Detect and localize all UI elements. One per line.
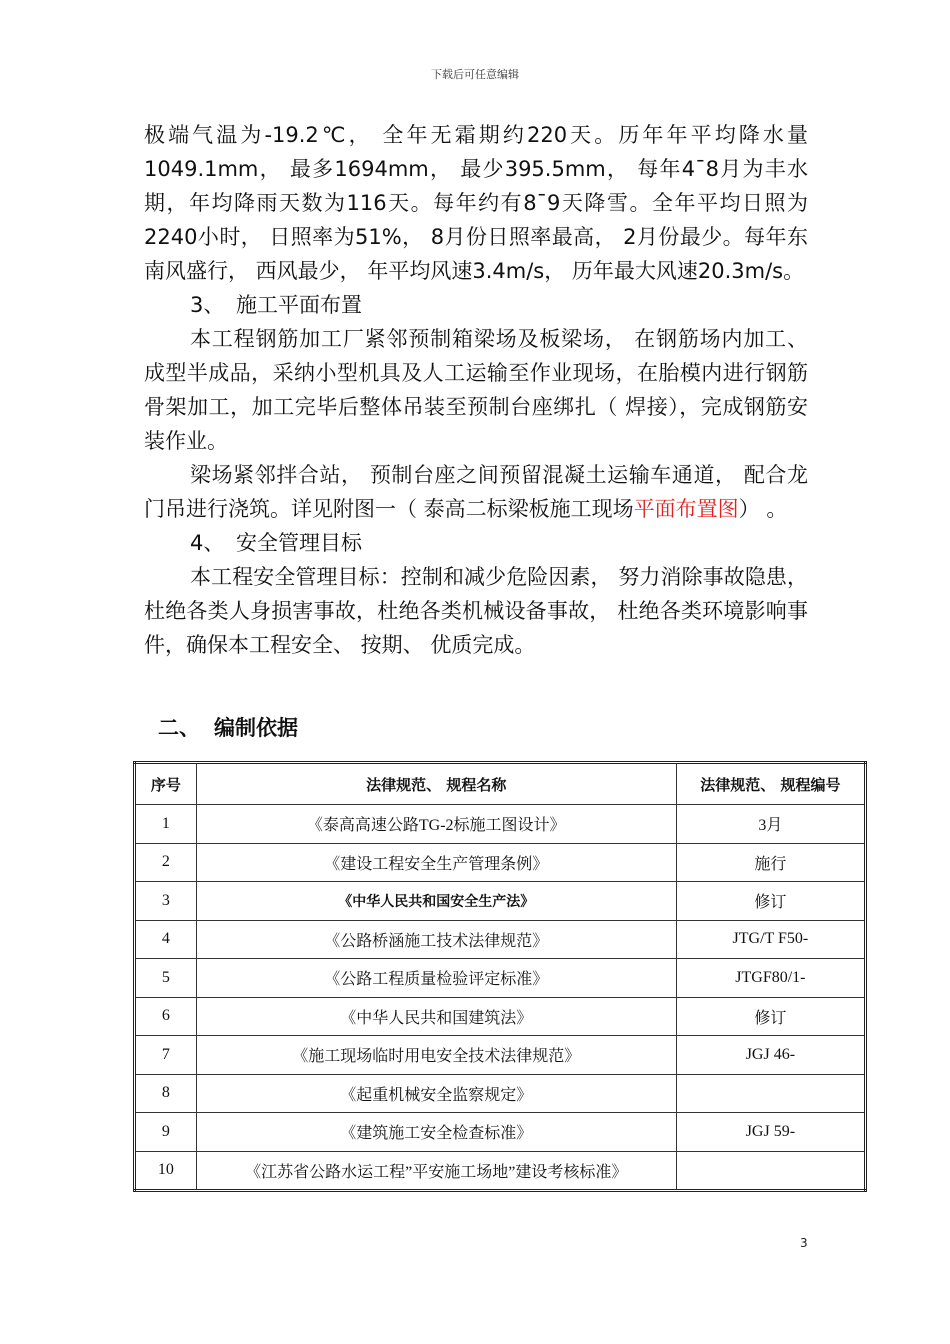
header-name: 法律规范、 规程名称 [196, 763, 676, 805]
cell-name: 《中华人民共和国建筑法》 [196, 997, 676, 1036]
cell-name: 《公路桥涵施工技术法律规范》 [196, 920, 676, 959]
section-number: 二、 [158, 716, 200, 740]
cell-no: 7 [135, 1036, 197, 1075]
cell-name: 《江苏省公路水运工程”平安施工场地”建设考核标准》 [196, 1151, 676, 1191]
cell-no: 3 [135, 882, 197, 921]
cell-no: 10 [135, 1151, 197, 1191]
cell-no: 6 [135, 997, 197, 1036]
cell-code: 施行 [676, 843, 865, 882]
cell-code: JGJ 59- [676, 1113, 865, 1152]
cell-code: JTG/T F50- [676, 920, 865, 959]
layout-figure-link: 平面布置图 [633, 497, 739, 521]
cell-code: JGJ 46- [676, 1036, 865, 1075]
table-row [135, 997, 866, 1036]
cell-name: 《中华人民共和国安全生产法》 [196, 882, 676, 921]
cell-code [676, 1074, 865, 1113]
table-row [135, 805, 866, 844]
cell-code: 修订 [676, 997, 865, 1036]
cell-code: 修订 [676, 882, 865, 921]
section-title-text: 编制依据 [214, 716, 298, 740]
cell-name: 《起重机械安全监察规定》 [196, 1074, 676, 1113]
table-row [135, 1151, 866, 1191]
cell-name: 《建设工程安全生产管理条例》 [196, 843, 676, 882]
cell-name: 《施工现场临时用电安全技术法律规范》 [196, 1036, 676, 1075]
cell-no: 1 [135, 805, 197, 844]
heading-text: 安全管理目标 [236, 531, 362, 555]
table-row [135, 1036, 866, 1075]
heading-safety-goal [144, 526, 808, 560]
heading-number: 4、 [190, 531, 225, 555]
regulations-table [133, 761, 867, 1192]
page-number: 3 [800, 1236, 808, 1250]
table-row [135, 882, 866, 921]
cell-code [676, 1151, 865, 1191]
table-row [135, 920, 866, 959]
cell-no: 2 [135, 843, 197, 882]
cell-no: 4 [135, 920, 197, 959]
layout-paragraph-1: 本工程钢筋加工厂紧邻预制箱梁场及板梁场， 在钢筋场内加工、 成型半成品，采纳小型机具及人工运输至作业现场，在胎模内进行钢筋骨架加工，加工完毕后整体吊装至预制台座绑扎（ 焊接），完成钢筋安装作业。 [144, 327, 808, 453]
header-no: 序号 [135, 763, 197, 805]
cell-name: 《建筑施工安全检查标准》 [196, 1113, 676, 1152]
cell-code: JTGF80/1- [676, 959, 865, 998]
table-row [135, 1074, 866, 1113]
body-text [144, 118, 808, 662]
header-code: 法律规范、 规程编号 [676, 763, 865, 805]
cell-name: 《公路工程质量检验评定标准》 [196, 959, 676, 998]
table-row [135, 843, 866, 882]
cell-no: 5 [135, 959, 197, 998]
layout-text-end: ） 。 [738, 497, 788, 521]
table-header-row [135, 763, 866, 805]
table-row [135, 1113, 866, 1152]
cell-code: 3月 [676, 805, 865, 844]
cell-no: 8 [135, 1074, 197, 1113]
section-title [158, 712, 298, 742]
table-row [135, 959, 866, 998]
heading-construction-layout [144, 288, 808, 322]
heading-text: 施工平面布置 [236, 293, 362, 317]
layout-text: 梁场紧邻拌合站， 预制台座之间预留混凝土运输车通道， 配合龙门吊进行浇筑。详见附图一（ 泰高二标梁板施工现场 [144, 463, 808, 521]
cell-no: 9 [135, 1113, 197, 1152]
cell-name: 《泰高高速公路TG-2标施工图设计》 [196, 805, 676, 844]
safety-paragraph: 本工程安全管理目标：控制和减少危险因素， 努力消除事故隐患， 杜绝各类人身损害事故，杜绝各类机械设备事故， 杜绝各类环境影响事件，确保本工程安全、 按期、 优质完成。 [144, 565, 808, 657]
climate-paragraph: 极端气温为-19.2℃， 全年无霜期约220天。历年年平均降水量1049.1mm， 最多1694mm， 最少395.5mm， 每年4¯8月为丰水期，年均降雨天数为116天。每年约有8¯9天降雪。全年平均日照为2240小时， 日照率为51%， 8月份日照率最高， 2月份最少。每年东南风盛行， 西风最少， 年平均风速3.4m/s， 历年最大风速20.3m/s。 [144, 123, 808, 283]
heading-number: 3、 [190, 293, 225, 317]
layout-paragraph-2 [144, 458, 808, 526]
page-header: 下载后可任意编辑 [431, 68, 519, 81]
